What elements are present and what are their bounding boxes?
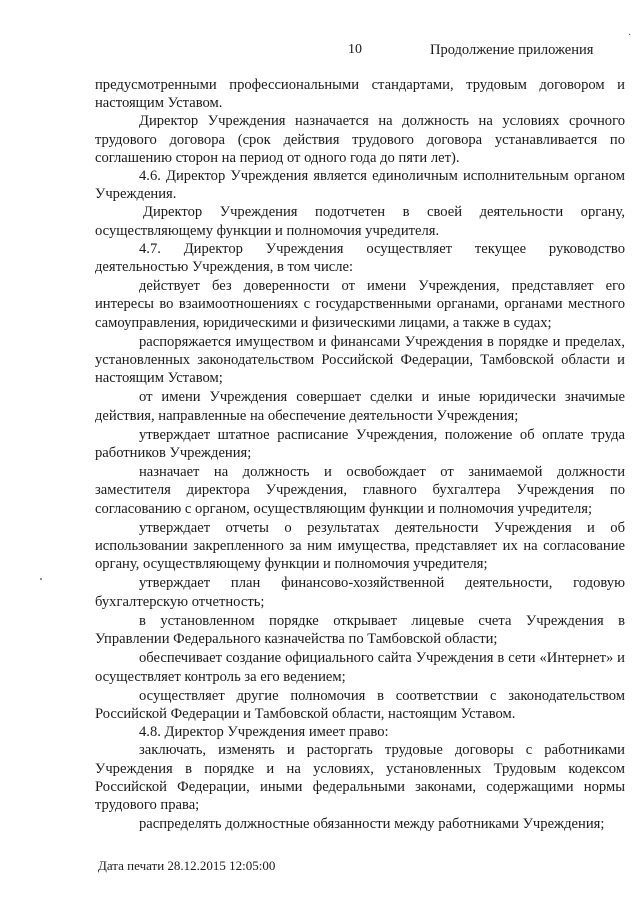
paragraph: обеспечивает создание официального сайта Учреждения в сети «Интернет» и осуществляет контроль за его ведением; (95, 650, 625, 685)
paragraph: в установленном порядке открывает лицевые счета Учреждения в Управлении Федерального казначейства по Тамбовской области; (95, 612, 625, 648)
paragraph: утверждает штатное расписание Учреждения, положение об оплате труда работников Учреждения; (95, 426, 625, 462)
paragraph: 4.6. Директор Учреждения является единоличным исполнительным органом Учреждения. (95, 168, 625, 203)
paragraph: распоряжается имуществом и финансами Учреждения в порядке и пределах, установленных законодательством Российской Федерации, Тамбовской области и настоящим Уставом; (95, 333, 625, 387)
scan-speck (40, 578, 42, 580)
paragraph: назначает на должность и освобождает от занимаемой должности заместителя директора Учреждения, главного бухгалтера Учреждения по согласованию с органом, осуществляющим функции и полномочия учредителя; (95, 464, 625, 517)
print-date: Дата печати 28.12.2015 12:05:00 (98, 858, 276, 873)
paragraph: распределять должностные обязанности между работниками Учреждения; (139, 816, 605, 833)
document-body (95, 76, 625, 833)
paragraph: 4.8. Директор Учреждения имеет право: (139, 724, 389, 741)
paragraph: утверждает отчеты о результатах деятельности Учреждения и об использовании закрепленного за ним имущества, представляет их на согласование органу, осуществляющему функции и полномочия учредителя; (95, 519, 625, 573)
paragraph: Директор Учреждения подотчетен в своей деятельности органу, осуществляющему функции и полномочия учредителя. (95, 204, 625, 239)
paragraph: осуществляет другие полномочия в соответствии с законодательством Российской Федерации и Тамбовской области, настоящим Уставом. (95, 687, 625, 722)
paragraph: заключать, изменять и расторгать трудовые договоры с работниками Учреждения в порядке и на условиях, установленных Трудовым кодексом Российской Федерации, иными федеральными законами, содержащими нормы трудового права; (95, 742, 625, 813)
running-header: Продолжение приложения (430, 42, 594, 58)
paragraph: утверждает план финансово-хозяйственной деятельности, годовую бухгалтерскую отчетность; (95, 575, 625, 610)
scan-edge-mark: · (628, 30, 632, 41)
paragraph: от имени Учреждения совершает сделки и иные юридически значимые действия, направленные на обеспечение деятельности Учреждения; (95, 389, 625, 424)
paragraph: действует без доверенности от имени Учреждения, представляет его интересы во взаимоотношениях с государственными органами, органами местного самоуправления, юридическими и физическими лицами, а также в судах; (95, 278, 625, 331)
paragraph: Директор Учреждения назначается на должность на условиях срочного трудового договора (срок действия трудового договора устанавливается по соглашению сторон на период от одного года до пяти лет). (95, 113, 625, 166)
paragraph: предусмотренными профессиональными стандартами, трудовым договором и настоящим Уставом. (95, 77, 625, 112)
page-number: 10 (348, 42, 362, 57)
paragraph: 4.7. Директор Учреждения осуществляет текущее руководство деятельностью Учреждения, в том числе: (95, 240, 625, 276)
